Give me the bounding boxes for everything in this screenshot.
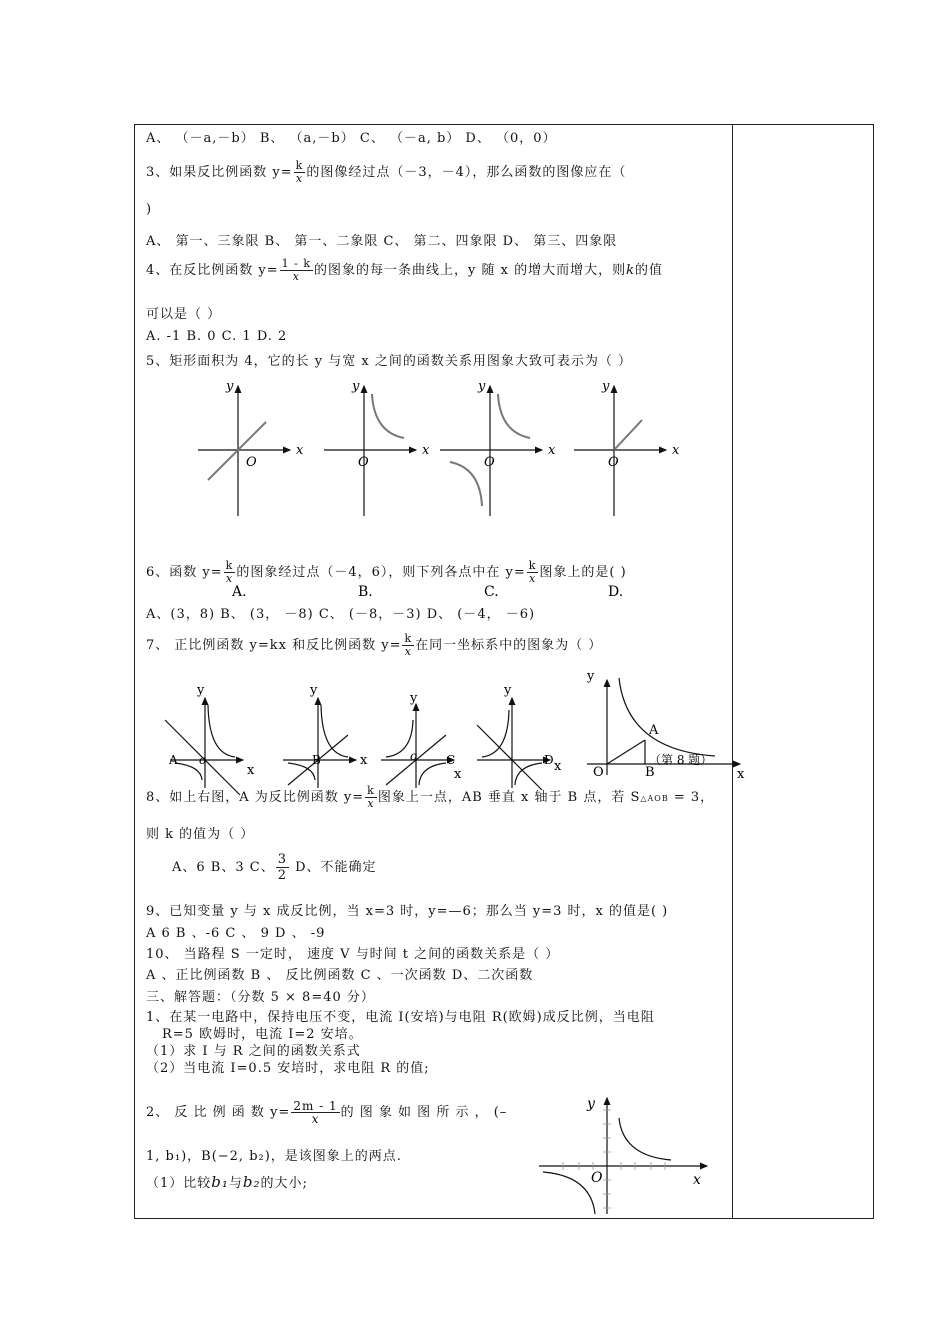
p1-q2: （2）当电流 I=0.5 安培时，求电阻 R 的值;	[146, 1061, 430, 1076]
svg-text:x: x	[548, 443, 556, 458]
svg-text:y: y	[602, 379, 610, 394]
svg-text:O: O	[484, 455, 495, 470]
q7-graphs	[160, 685, 580, 790]
svg-text:O: O	[358, 455, 369, 470]
q4-line2: 可以是（ ）	[146, 307, 222, 322]
svg-text:x: x	[296, 443, 304, 458]
svg-text:y: y	[587, 1096, 595, 1112]
q7-graph-a	[165, 683, 255, 795]
svg-text:o: o	[199, 753, 207, 767]
svg-text:y: y	[478, 379, 486, 394]
q10-options: A 、正比例函数 B 、 反比例函数 C 、一次函数 D、二次函数	[146, 968, 534, 983]
svg-text:O: O	[591, 1170, 603, 1186]
svg-text:B.: B.	[358, 584, 373, 600]
q2-options: A、 （－a,－b） B、 （a,－b） C、 （－a, b） D、 （0，0）	[146, 131, 557, 146]
q9-question: 9、已知变量 y 与 x 成反比例，当 x=3 时，y=—6；那么当 y=3 时，x 的值是( )	[146, 904, 669, 919]
svg-text:x: x	[693, 1172, 701, 1188]
section3-title: 三、解答题：（分数 5 × 8=40 分）	[146, 990, 375, 1005]
svg-text:y: y	[310, 683, 318, 698]
svg-text:O: O	[608, 455, 619, 470]
q3-options: A、 第一、三象限 B、 第一、二象限 C、 第二、四象限 D、 第三、四象限	[146, 234, 618, 249]
svg-text:y: y	[352, 379, 360, 394]
svg-text:B: B	[645, 765, 655, 780]
svg-text:D.: D.	[608, 584, 624, 600]
svg-text:x: x	[672, 443, 680, 458]
q7-graph-c	[381, 691, 462, 788]
svg-text:O: O	[246, 455, 257, 470]
q7-graph-d	[477, 683, 562, 790]
p1-line2: R=5 欧姆时，电流 I=2 安培。	[162, 1027, 363, 1042]
q4-line1: 4、在反比例函数 y= $\frac{1 - k}{x}$ 的图象的每一条曲线上，y 随 x 的增大而增大，则k的值	[146, 257, 663, 283]
q7-graph-b	[283, 683, 368, 788]
svg-text:x: x	[737, 767, 745, 782]
q5-question: 5、矩形面积为 4，它的长 y 与宽 x 之间的函数关系用图象大致可表示为（ ）	[146, 354, 633, 369]
svg-text:y: y	[197, 683, 205, 698]
svg-text:D: D	[544, 753, 554, 767]
q3-line2: )	[146, 202, 153, 217]
svg-text:x: x	[360, 753, 368, 768]
svg-text:x: x	[454, 767, 462, 782]
svg-text:C.: C.	[484, 584, 499, 600]
svg-text:O: O	[593, 765, 604, 780]
p2-line1: 2、 反 比 例 函 数 y= $\frac{2m - 1}{x}$ 的 图 象 如 图 所 示 ， (–	[146, 1099, 508, 1126]
svg-text:A: A	[649, 723, 659, 738]
svg-text:y: y	[587, 669, 595, 684]
p1-q1: （1）求 I 与 R 之间的函数关系式	[146, 1044, 361, 1059]
p1-line1: 1、在某一电路中，保持电压不变，电流 I(安培)与电阻 R(欧姆)成反比例，当电阻	[146, 1010, 655, 1025]
q3-line1: 3、如果反比例函数 y= $\frac{k}{x}$ 的图像经过点（－3，－4），那么函数的图像应在（	[146, 159, 627, 185]
svg-text:y: y	[410, 691, 418, 706]
p2-figure	[535, 1090, 715, 1216]
svg-text:B: B	[312, 753, 321, 767]
q6-line1: 6、函数 y= $\frac{k}{x}$ 的图象经过点（－4，6），则下列各点中在 y= $\frac{k}{x}$ 图象上的是( )	[146, 559, 627, 585]
svg-text:（第 8 题）: （第 8 题）	[649, 753, 713, 767]
svg-text:x: x	[422, 443, 430, 458]
svg-text:y: y	[226, 379, 234, 394]
q8-figure	[575, 660, 755, 785]
q8-options: A、6 B、3 C、 $\frac{3}{2}$ D、不能确定	[172, 852, 377, 883]
q8-line2: 则 k 的值为（ ）	[146, 827, 255, 842]
svg-text:x: x	[247, 763, 255, 778]
svg-text:x: x	[554, 759, 562, 774]
svg-text:y: y	[504, 683, 512, 698]
q7-line1: 7、 正比例函数 y=kx 和反比例函数 y= $\frac{k}{x}$ 在同一坐标系中的图象为（ ）	[146, 632, 603, 658]
q9-options: A 6 B 、-6 C 、 9 D 、 -9	[146, 926, 326, 941]
svg-text:A: A	[169, 753, 178, 767]
q6-options: A、(3，8) B、 (3， －8) C、 (－8，－3) D、 (－4， －6)	[146, 607, 536, 622]
q10-question: 10、 当路程 S 一定时， 速度 V 与时间 t 之间的函数关系是（ ）	[146, 947, 560, 962]
q8-line1: 8、如上右图，A 为反比例函数 y= $\frac{k}{x}$ 图象上一点，AB 垂直 x 轴于 B 点，若 S△AOB = 3，	[146, 784, 715, 810]
svg-text:A.: A.	[232, 584, 247, 600]
p2-line2: 1, b₁)，B(−2, b₂)，是该图象上的两点.	[146, 1149, 402, 1164]
svg-text:C: C	[446, 753, 456, 767]
p2-q1: （1）比较b₁与b₂的大小;	[146, 1173, 308, 1191]
q4-options: A. -1 B. 0 C. 1 D. 2	[146, 329, 288, 344]
svg-text:o: o	[410, 749, 418, 763]
